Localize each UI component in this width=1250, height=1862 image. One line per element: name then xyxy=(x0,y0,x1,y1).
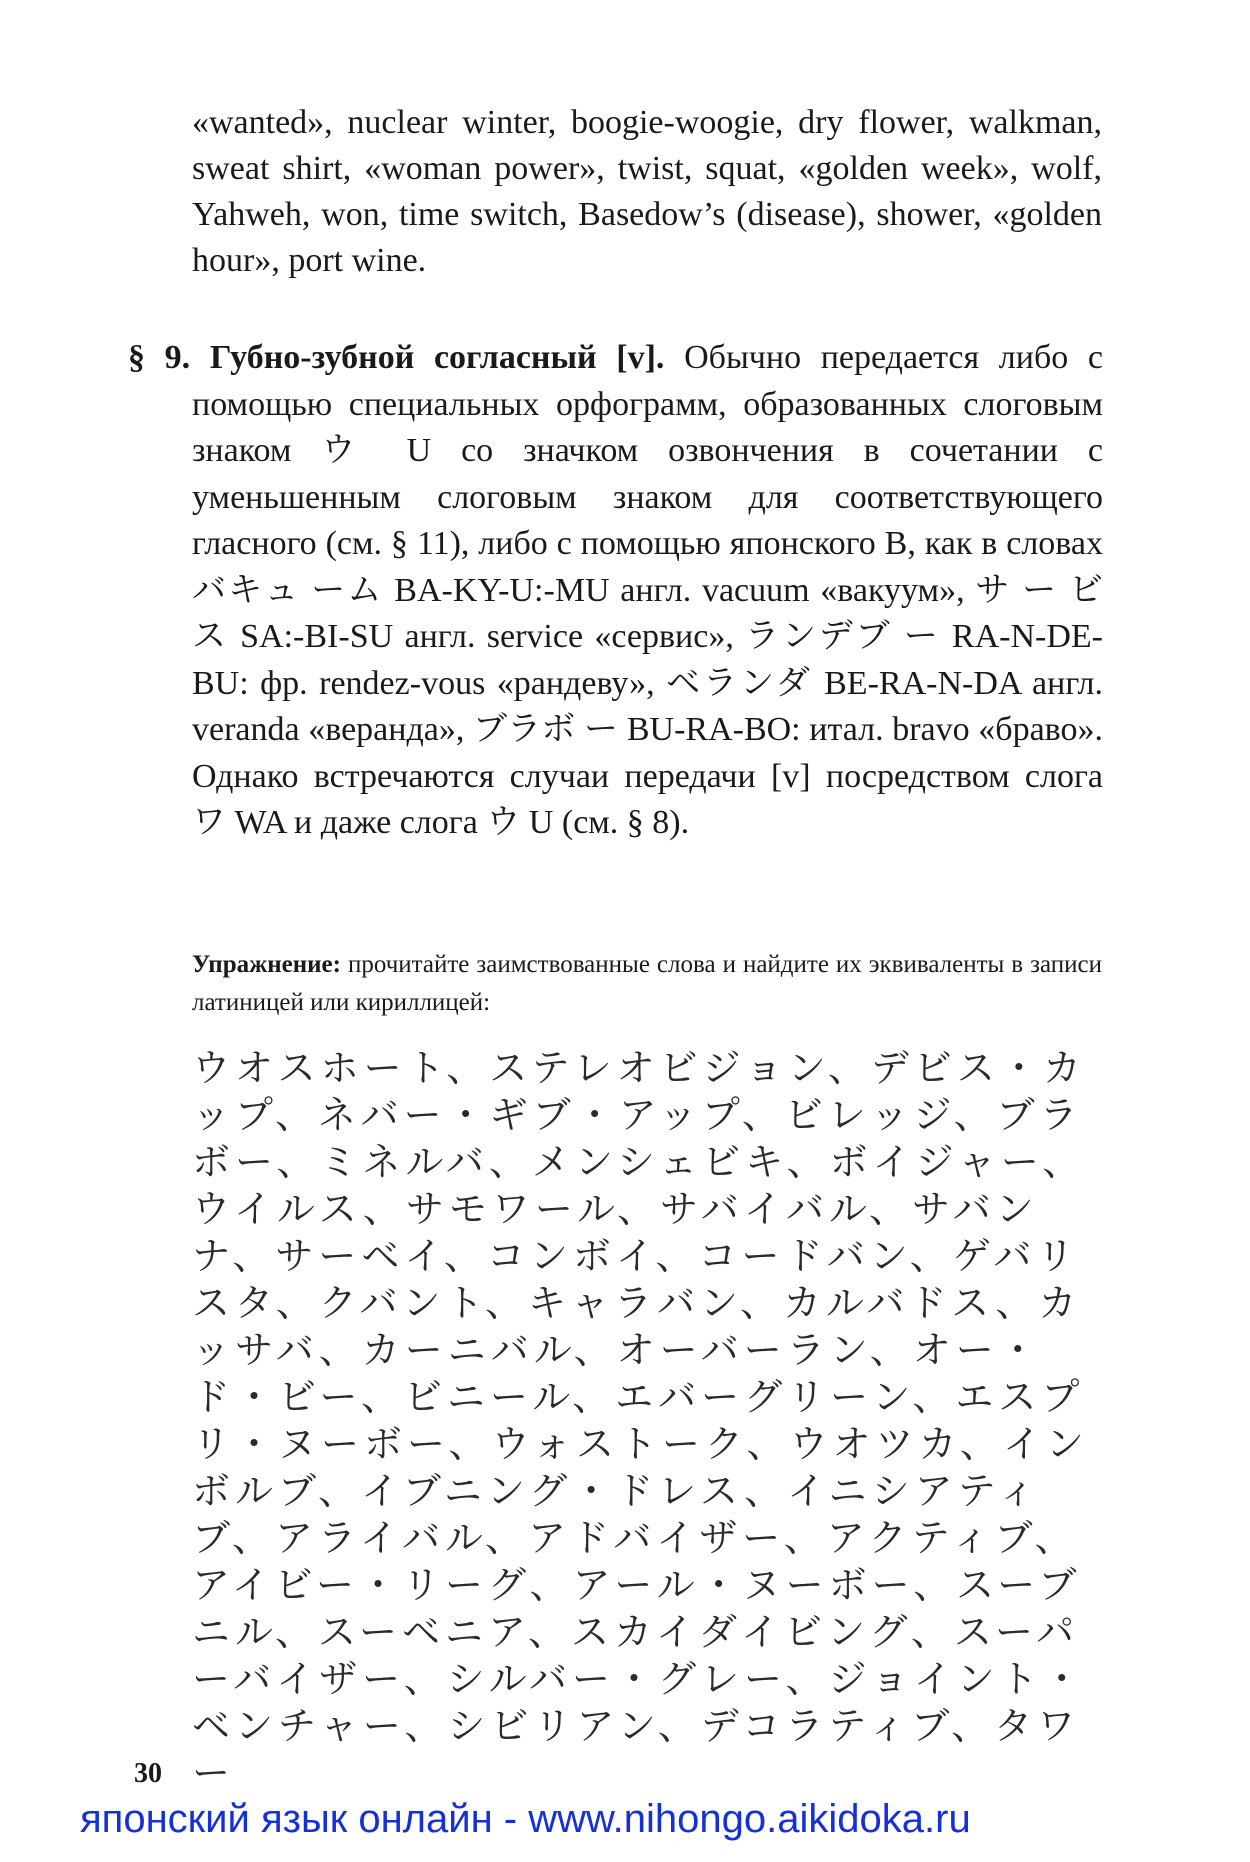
top-paragraph: «wanted», nuclear winter, boogie-woogie, dry flower, walkman, sweat shirt, «woman power», twist, squat, «golden week», wolf, Yahweh, won, time switch, Basedow’s (disease), shower, «golden hour», port wine. xyxy=(192,104,1102,279)
exercise-label: Упражнение: xyxy=(192,951,341,978)
section-9 xyxy=(128,335,1103,847)
section-body: Обычно передается либо с помощью специальных орфограмм, образованных слоговым знаком ウ U со значком озвончения в сочетании с уменьшенным слоговым знаком для соответствующего гласного (см. § 11), либо с помощью японского B, как в словах バキュ ーム BA-KY-U:-MU англ. vacuum «вакуум», サ ー ビス SA:-BI-SU англ. service «сервис», ランデブ ー RA-N-DE-BU: фр. rendez-vous «рандеву», ベランダ BE-RA-N-DA англ. veranda «веранда», ブラボ ー BU-RA-BO: итал. bravo «браво». Однако встречаются случаи передачи [v] посредством слога ワ WA и даже слога ウ U (см. § 8). xyxy=(192,339,1103,841)
japanese-word-list: ウオスホート、ステレオビジョン、デビス・カップ、ネバー・ギブ・アップ、ビレッジ、ブラボー、ミネルバ、メンシェビキ、ボイジャー、ウイルス、サモワール、サバイバル、サバンナ、サーベイ、コンボイ、コードバン、ゲバリスタ、クバント、キャラバン、カルバドス、カッサバ、カーニバル、オーバーラン、オー・ド・ビー、ビニール、エバーグリーン、エスプリ・ヌーボー、ウォストーク、ウオツカ、インボルブ、イブニング・ドレス、イニシアティブ、アライバル、アドバイザー、アクティブ、アイビー・リーグ、アール・ヌーボー、スーブニル、スーベニア、スカイダイビング、スーパーバイザー、シルバー・グレー、ジョイント・ベンチャー、シビリアン、デコラティブ、タワー xyxy=(192,1046,1089,1795)
footer-watermark-link[interactable]: японский язык онлайн - www.nihongo.aikidoka.ru xyxy=(80,1797,971,1841)
page-number: 30 xyxy=(134,1758,162,1789)
section-number: § 9. xyxy=(128,339,191,376)
exercise-instruction xyxy=(192,946,1102,1022)
section-heading: Губно-зубной согласный [v]. xyxy=(209,339,665,376)
exercise-text: прочитайте заимствованные слова и найдите их эквиваленты в записи латиницей или кириллицей: xyxy=(192,951,1102,1016)
